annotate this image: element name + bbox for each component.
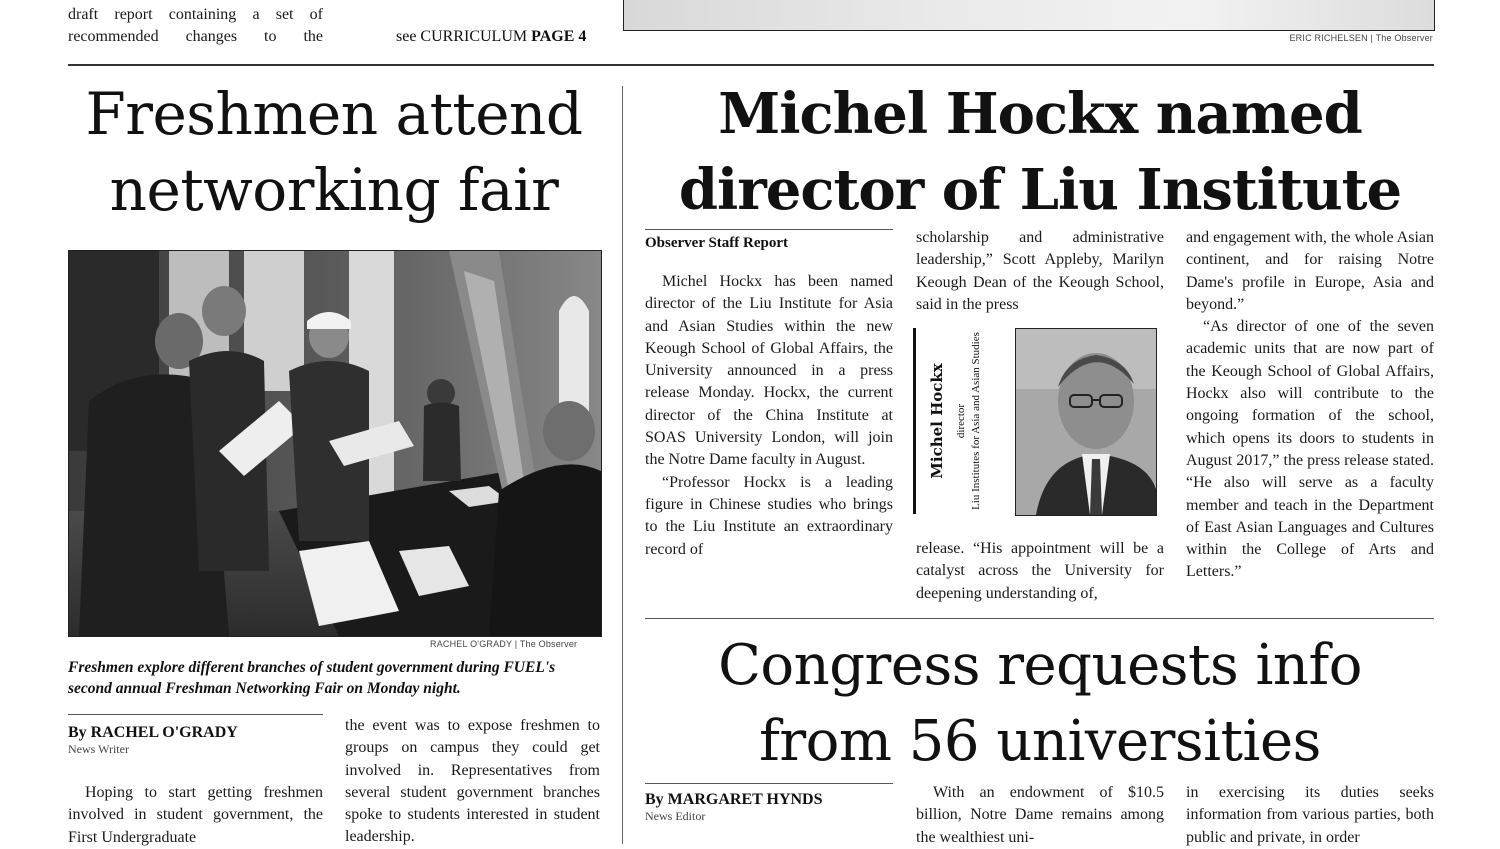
congress-col-2	[916, 782, 1164, 849]
freshmen-photo-credit: RACHEL O'GRADY | The Observer	[430, 639, 578, 649]
hockx-col-2-p1: scholarship and administrative leadership,” Scott Appleby, Marilyn Keough Dean of the Keough School, said in the press	[916, 229, 1164, 313]
freshmen-byline-prefix: By	[68, 724, 91, 741]
freshmen-headline-line-1: Freshmen attend	[85, 80, 583, 148]
mug-name: Michel Hockx	[928, 363, 946, 479]
congress-col-2-text: With an endowment of $10.5 billion, Notre Dame remains among the wealthiest uni-	[916, 784, 1164, 846]
freshmen-byline-rule	[68, 714, 323, 715]
hockx-headline	[645, 76, 1435, 228]
congress-byline	[645, 791, 893, 824]
hockx-headline-line-1: Michel Hockx named	[718, 81, 1362, 147]
congress-headline	[645, 628, 1435, 780]
hockx-bottom-rule	[645, 618, 1434, 619]
top-divider	[68, 64, 1434, 66]
mug-photo-image	[1016, 329, 1156, 515]
top-left-line-1: draft report containing a set of	[68, 6, 323, 23]
mug-affiliation: Liu Institutes for Asia and Asian Studies	[970, 332, 982, 510]
freshmen-col-1-text: Hoping to start getting freshmen involved in student government, the First Undergraduate	[68, 784, 323, 846]
top-left-column	[68, 4, 323, 49]
hockx-col-3	[1186, 227, 1434, 584]
hockx-col-2-bottom	[916, 538, 1164, 605]
freshmen-headline	[68, 76, 600, 228]
top-left-line-2: recommended changes to the	[68, 28, 323, 46]
jump-line[interactable]	[396, 28, 586, 46]
freshmen-col-2	[345, 715, 600, 849]
freshmen-byline-title: News Writer	[68, 742, 129, 756]
hockx-col-3-p2: “As director of one of the seven academic units that are now part of the Keough School of Global Affairs, Hockx also will contribute to the ongoing formation of the school, which opens its doors to students in August 2017,” the press release stated. “He also will serve as a faculty member and teach in the Department of East Asian Languages and Cultures within the College of Arts and Letters.”	[1186, 318, 1434, 581]
hockx-byline: Observer Staff Report	[645, 235, 789, 251]
congress-headline-line-1: Congress requests info	[718, 633, 1362, 698]
hockx-col-2-top	[916, 227, 1164, 316]
hockx-col-1-p1: Michel Hockx has been named director of the Liu Institute for Asia and Asian Studies within the new Keough School of Global Affairs, the University announced in a press release Monday. Hockx, the current director of the China Institute at SOAS University London, will join the Notre Dame faculty in August.	[645, 273, 893, 469]
hockx-col-2-p2: release. “His appointment will be a catalyst across the University for deepening understanding of,	[916, 540, 1164, 602]
column-divider	[622, 86, 623, 844]
hockx-headline-line-2: director of Liu Institute	[678, 157, 1402, 223]
jump-page: PAGE 4	[531, 28, 587, 45]
hockx-col-3-p1: and engagement with, the whole Asian continent, and for raising Notre Dame's profile in Europe, Asia and beyond.”	[1186, 229, 1434, 313]
top-photo	[623, 0, 1435, 31]
mug-title: director	[955, 403, 967, 439]
mug-rule	[913, 328, 916, 514]
congress-col-3-text: in exercising its duties seeks information from various parties, both public and private, in order	[1186, 784, 1434, 846]
freshmen-caption: Freshmen explore different branches of student government during FUEL's second annual Freshman Networking Fair on Monday night.	[68, 659, 556, 697]
freshmen-headline-line-2: networking fair	[109, 156, 559, 224]
freshmen-byline-name: RACHEL O'GRADY	[90, 724, 238, 741]
jump-prefix: see CURRICULUM	[396, 28, 532, 45]
mug-photo	[1015, 328, 1157, 516]
freshmen-col-1	[68, 782, 323, 849]
congress-byline-name: MARGARET HYNDS	[667, 791, 823, 808]
hockx-col-1	[645, 271, 893, 561]
freshmen-photo-image	[69, 251, 601, 636]
top-photo-credit: ERIC RICHELSEN | The Observer	[1289, 33, 1433, 43]
hockx-col-1-p2: “Professor Hockx is a leading figure in Chinese studies who brings to the Liu Institute an extraordinary record of	[645, 473, 893, 558]
congress-byline-prefix: By	[645, 791, 668, 808]
freshmen-col-2-text: the event was to expose freshmen to groups on campus they could get involved in. Representatives from several student government branches spoke to students interested in student leadership.	[345, 717, 600, 846]
hockx-byline-rule	[645, 229, 893, 230]
congress-byline-rule	[645, 783, 893, 784]
freshmen-photo	[68, 250, 602, 637]
congress-col-3	[1186, 782, 1434, 849]
freshmen-byline	[68, 724, 323, 757]
congress-headline-line-2: from 56 universities	[759, 709, 1321, 774]
congress-byline-title: News Editor	[645, 809, 706, 823]
